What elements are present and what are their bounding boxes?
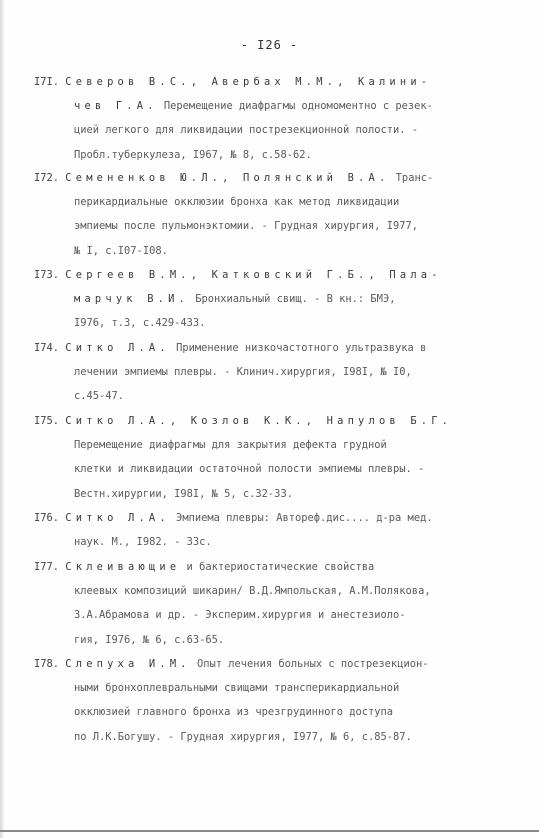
- entry-line: [34, 263, 514, 287]
- entry-text: с.45-47.: [74, 390, 125, 403]
- entry-author: Сергеев В.М., Катковский Г.Б., Пала-: [65, 269, 442, 281]
- entry-line: [34, 555, 514, 579]
- entry-text: Перемещение диафрагмы для закрытия дефекта грудной: [74, 439, 387, 452]
- entry-text: Пробл.туберкулеза, I967, № 8, с.58-62.: [74, 148, 312, 161]
- entry-text: Вестн.хирургии, I98I, № 5, с.32-33.: [74, 487, 293, 500]
- entry-text: наук. М., I982. - 33с.: [74, 536, 212, 549]
- entry-number: I7I.: [34, 76, 66, 88]
- entry-text: ными бронхоплевральными свищами трансперикардиальной: [74, 682, 400, 695]
- entry-line: [34, 676, 514, 700]
- entry-line: [34, 384, 514, 408]
- entry-text: окклюзией главного бронха из чрезгрудинного доступа: [74, 706, 394, 719]
- entry-line: [34, 700, 514, 724]
- bibliography-entry: [34, 166, 514, 263]
- entry-line: [34, 433, 514, 457]
- entry-text: перикардиальные окклюзии бронха как метод ликвидации: [74, 196, 400, 209]
- entry-text: и бактериостатические свойства: [180, 561, 375, 573]
- entry-text: Эмпиема плевры: Автореф.дис.... д-ра мед.: [169, 512, 433, 524]
- bibliography-entry: [34, 506, 514, 554]
- entry-author: Склеивающие: [65, 561, 181, 573]
- entry-text: лечении эмпиемы плевры. - Клинич.хирургия, I98I, № I0,: [74, 366, 412, 379]
- bibliography-entry: [34, 409, 514, 506]
- entry-text: № I, с.I07-I08.: [74, 244, 168, 257]
- entry-number: I72.: [34, 172, 66, 184]
- entry-author: Ситко Л.А.: [65, 512, 170, 524]
- entry-author: Северов В.С., Авербах М.М., Калини-: [65, 76, 432, 88]
- entry-text: клеевых композиций шикарин/ В.Д.Ямпольская, А.М.Полякова,: [74, 585, 431, 598]
- entry-line: [34, 506, 514, 530]
- entry-number: I73.: [34, 269, 66, 281]
- page-number: - I26 -: [240, 38, 299, 52]
- entry-author: Ситко Л.А., Козлов К.К., Напулов Б.Г.: [65, 415, 453, 427]
- entry-text: по Л.К.Богушу. - Грудная хирургия, I977, № 6, с.85-87.: [74, 730, 412, 743]
- entry-line: [34, 482, 514, 506]
- entry-text: Опыт лечения больных с пострезекцион-: [190, 658, 429, 670]
- scan-edge-shadow: [0, 0, 5, 838]
- entry-text: Применение низкочастотного ультразвука в: [169, 342, 427, 354]
- bibliography-entry: [34, 70, 514, 167]
- entry-line: [34, 336, 514, 360]
- entry-text: I976, т.3, с.429-433.: [74, 317, 206, 330]
- entry-line: [34, 143, 514, 167]
- entry-line: [34, 457, 514, 481]
- entry-line: [34, 118, 514, 142]
- entry-text: эмпиемы после пульмонэктомии. - Грудная хирургия, I977,: [74, 220, 419, 233]
- entry-line: [34, 652, 514, 676]
- entry-number: I78.: [34, 658, 66, 670]
- bibliography-entry: [34, 336, 514, 409]
- entry-line: [34, 214, 514, 238]
- entry-number: I76.: [34, 512, 66, 524]
- entry-line: [34, 360, 514, 384]
- entry-text: Перемещение диафрагмы одномоментно с резек-: [157, 100, 433, 113]
- entry-line: [34, 628, 514, 652]
- entry-line: [34, 70, 514, 94]
- entry-text: клетки и ликвидации остаточной полости эмпиемы плевры. -: [74, 463, 425, 476]
- entry-text: Бронхиальный свищ. - В кн.: БМЭ,: [189, 293, 396, 306]
- bibliography-entry: [34, 652, 514, 749]
- entry-text: цией легкого для ликвидации пострезекционной полости. -: [74, 124, 419, 137]
- entry-text: гия, I976, № 6, с.63-65.: [74, 633, 225, 646]
- entry-author: Ситко Л.А.: [65, 342, 170, 354]
- entry-number: I75.: [34, 415, 66, 427]
- scan-bottom-edge: [0, 830, 539, 832]
- entry-text: Транс-: [389, 172, 434, 184]
- bibliography-entry: [34, 263, 514, 336]
- entry-number: I74.: [34, 342, 66, 354]
- entry-line: [34, 603, 514, 627]
- entry-line: [34, 94, 514, 118]
- bibliography-entry: [34, 555, 514, 652]
- entry-line: [34, 725, 514, 749]
- entry-number: I77.: [34, 561, 66, 573]
- entry-author: марчук В.И.: [74, 293, 190, 306]
- entry-line: [34, 166, 514, 190]
- entry-text: З.А.Абрамова и др. - Эксперим.хирургия и анестезиоло-: [74, 609, 406, 622]
- entry-author: Слепуха И.М.: [65, 658, 191, 670]
- entry-author: Семененков Ю.Л., Полянский В.А.: [65, 172, 390, 184]
- entry-line: [34, 409, 514, 433]
- entry-author: чев Г.А.: [74, 100, 158, 113]
- entry-line: [34, 530, 514, 554]
- entry-line: [34, 579, 514, 603]
- entry-line: [34, 190, 514, 214]
- entry-line: [34, 311, 514, 335]
- entry-line: [34, 287, 514, 311]
- entry-line: [34, 239, 514, 263]
